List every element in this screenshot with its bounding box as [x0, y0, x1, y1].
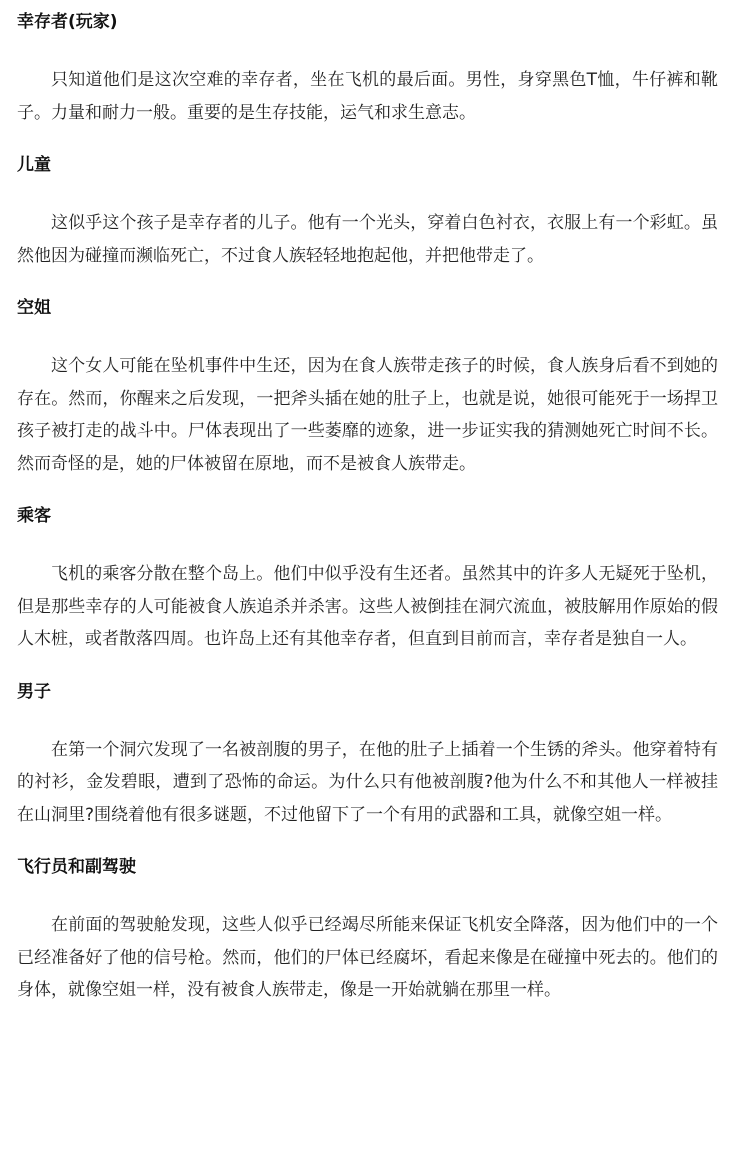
section-title-child: 儿童 — [17, 155, 51, 175]
section-title-survivor: 幸存者(玩家) — [17, 12, 118, 32]
section-title-man: 男子 — [17, 681, 51, 702]
section-body-passengers: 飞机的乘客分散在整个岛上。他们中似乎没有生还者。虽然其中的许多人无疑死于坠机，但是那些幸存的人可能被食人族追杀并杀害。这些人被倒挂在洞穴流血，被肢解用作原始的假人木桩，或者散落四周。也许岛上还有其他幸存者，但直到目前而言，幸存者是独自一人。 — [17, 564, 718, 649]
section-body-child: 这似乎这个孩子是幸存者的儿子。他有一个光头，穿着白色衬衣，衣服上有一个彩虹。虽然他因为碰撞而濒临死亡，不过食人族轻轻地抱起他，并把他带走了。 — [17, 213, 718, 266]
section-title-pilots: 飞行员和副驾驶 — [17, 857, 136, 877]
section-body-survivor: 只知道他们是这次空难的幸存者，坐在飞机的最后面。男性，身穿黑色T恤，牛仔裤和靴子。力量和耐力一般。重要的是生存技能，运气和求生意志。 — [17, 70, 718, 123]
section-body-stewardess: 这个女人可能在坠机事件中生还，因为在食人族带走孩子的时候，食人族身后看不到她的存在。然而，你醒来之后发现，一把斧头插在她的肚子上，也就是说，她很可能死于一场捍卫孩子被打走的战斗中。尸体表现出了一些萎靡的迹象，进一步证实我的猜测她死亡时间不长。然而奇怪的是，她的尸体被留在原地，而不是被食人族带走。 — [17, 356, 718, 474]
section-body-pilots: 在前面的驾驶舱发现，这些人似乎已经竭尽所能来保证飞机安全降落，因为他们中的一个已经准备好了他的信号枪。然而，他们的尸体已经腐坏，看起来像是在碰撞中死去的。他们的身体，就像空姐一样，没有被食人族带走，像是一开始就躺在那里一样。 — [17, 915, 718, 1000]
section-title-stewardess: 空姐 — [17, 298, 51, 318]
section-title-passengers: 乘客 — [17, 506, 51, 526]
article — [0, 10, 736, 1007]
section-body-man: 在第一个洞穴发现了一名被剖腹的男子，在他的肚子上插着一个生锈的斧头。他穿着特有的衬衫，金发碧眼，遭到了恐怖的命运。为什么只有他被剖腹?他为什么不和其他人一样被挂在山洞里?围绕着他有很多谜题，不过他留下了一个有用的武器和工具，就像空姐一样。 — [17, 739, 718, 825]
